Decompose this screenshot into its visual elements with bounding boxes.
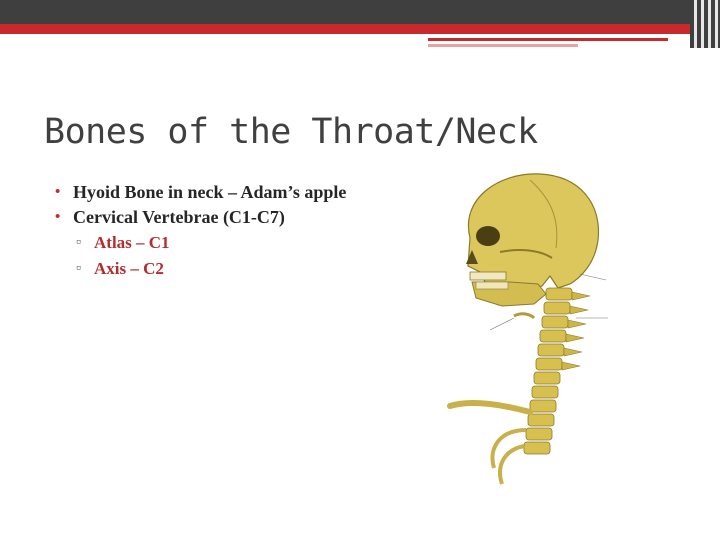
header-stripes xyxy=(690,0,720,48)
skull-spine-image xyxy=(430,168,630,490)
accent-line xyxy=(428,38,668,41)
slide-title: Bones of the Throat/Neck xyxy=(44,112,538,152)
subbullet-axis: ▫ Axis – C2 xyxy=(52,256,412,282)
bullet-cervical: • Cervical Vertebrae (C1-C7) xyxy=(52,205,412,230)
skull-spine-illustration xyxy=(430,168,630,490)
header-bar xyxy=(0,0,720,24)
bullet-list xyxy=(52,180,412,282)
header-accent-bar xyxy=(0,24,720,34)
subbullet-atlas: ▫ Atlas – C1 xyxy=(52,230,412,256)
accent-line-light xyxy=(428,44,578,47)
bullet-hyoid: • Hyoid Bone in neck – Adam’s apple xyxy=(52,180,412,205)
